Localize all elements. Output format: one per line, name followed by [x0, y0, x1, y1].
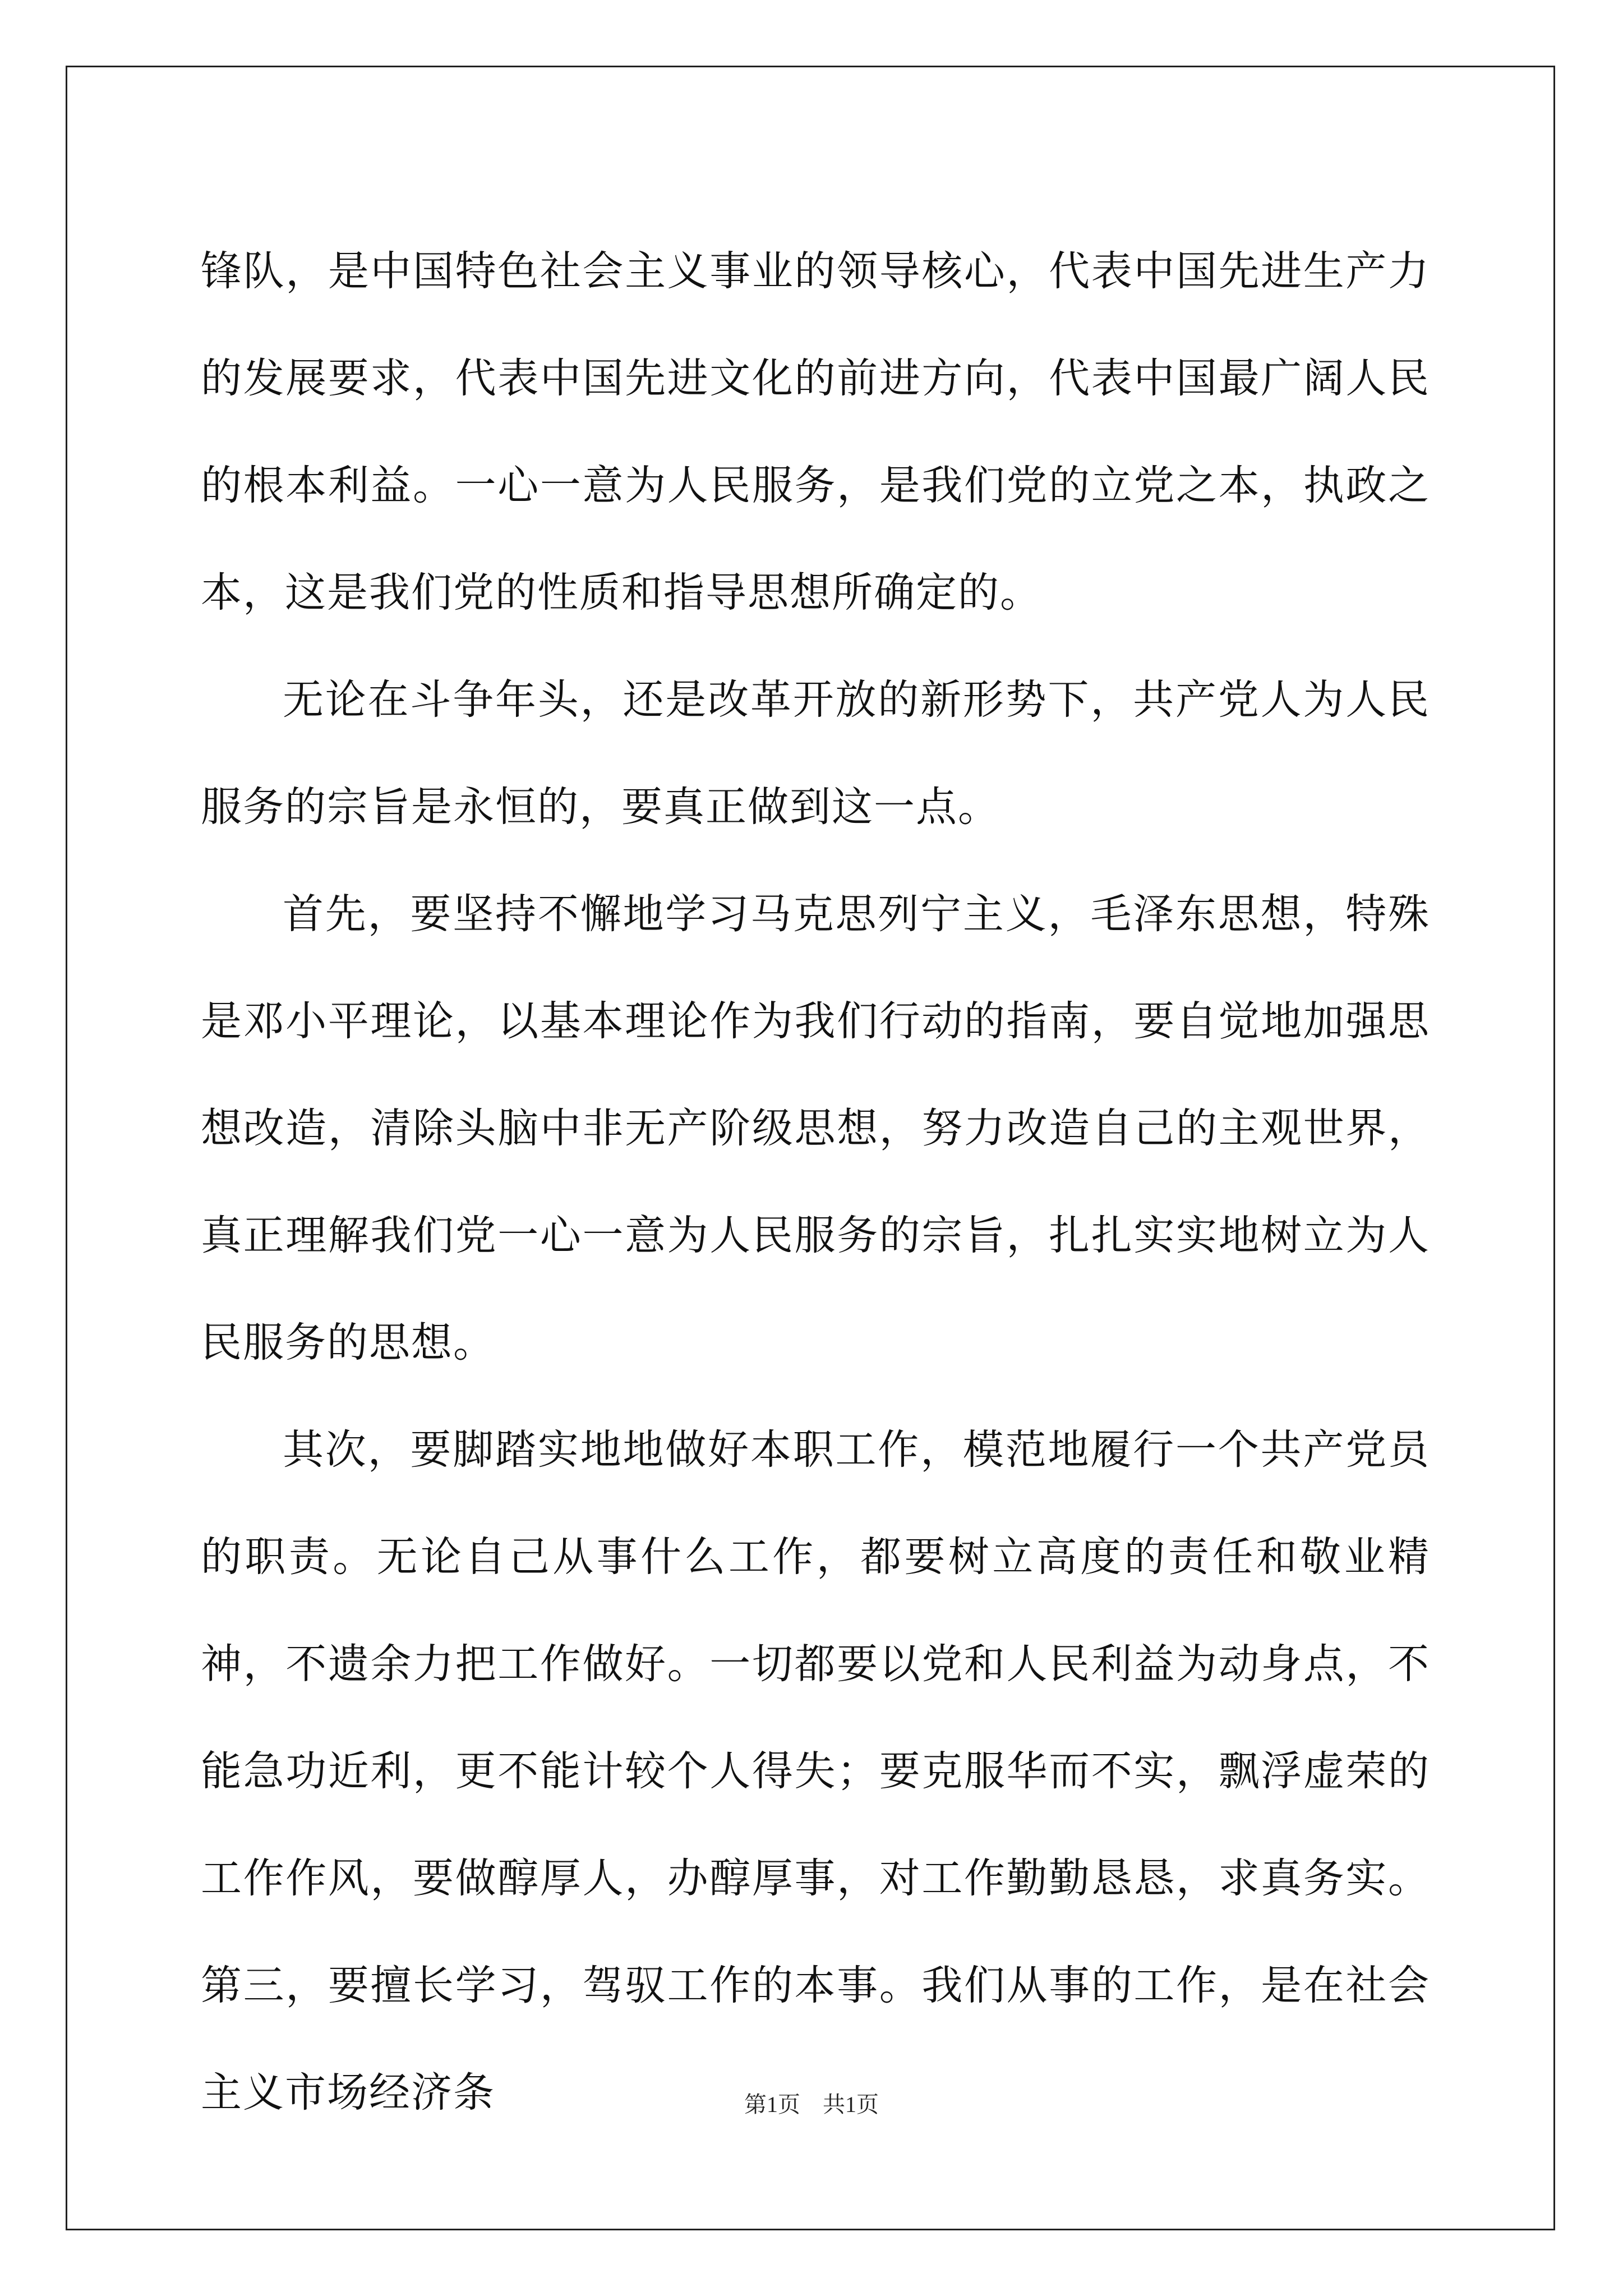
paragraph-2: 无论在斗争年头，还是改革开放的新形势下，共产党人为人民服务的宗旨是永恒的，要真正做到这一点。 [201, 676, 1430, 831]
paragraph-4: 其次，要脚踏实地地做好本职工作，模范地履行一个共产党员的职责。无论自己从事什么工作，都要树立高度的责任和敬业精神，不遗余力把工作做好。一切都要以党和人民利益为动身点，不能急功近利，更不能计较个人得失；要克服华而不实，飘浮虚荣的工作作风，要做醇厚人，办醇厚事，对工作勤勤恳恳，求真务实。第三，要擅长学习，驾驭工作的本事。我们从事的工作，是在社会主义市场经济条 [201, 1426, 1430, 2116]
page-number-footer: 第1页 共1页 [744, 2092, 879, 2117]
paragraph-3: 首先，要坚持不懈地学习马克思列宁主义，毛泽东思想，特殊是邓小平理论，以基本理论作为我们行动的指南，要自觉地加强思想改造，清除头脑中非无产阶级思想，努力改造自己的主观世界，真正理解我们党一心一意为人民服务的宗旨，扎扎实实地树立为人民服务的思想。 [201, 890, 1430, 1366]
paragraph-1: 锋队，是中国特色社会主义事业的领导核心，代表中国先进生产力的发展要求，代表中国先进文化的前进方向，代表中国最广阔人民的根本利益。一心一意为人民服务，是我们党的立党之本，执政之本，这是我们党的性质和指导思想所确定的。 [201, 247, 1430, 616]
document-body [201, 218, 1430, 2146]
